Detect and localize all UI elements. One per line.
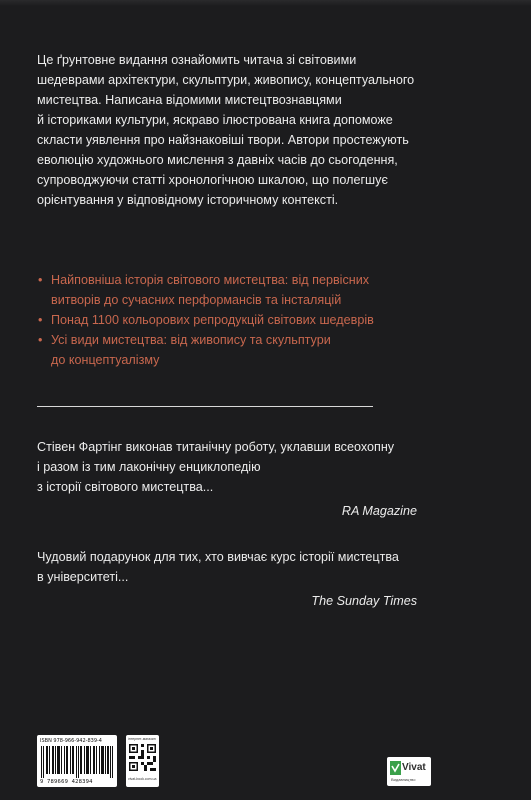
- intro-line: Це ґрунтовне видання ознайомить читача зі світовими: [37, 53, 357, 67]
- isbn-barcode: [37, 735, 117, 787]
- bullet-line: витворів до сучасних перформансів та інсталяцій: [51, 293, 342, 307]
- vivat-check-icon: [390, 761, 401, 775]
- publisher-name: Vivat: [402, 762, 426, 773]
- bullet-marker: •: [38, 313, 43, 327]
- intro-line: скласти уявлення про найзнаковіші твори. Автори простежують: [37, 133, 409, 147]
- feature-bullet: [37, 270, 437, 310]
- quote-line: Стівен Фартінг виконав титанічну роботу, уклавши всеохопну: [37, 440, 395, 454]
- qr-code-block: [126, 735, 159, 787]
- bullet-line: Найповніша історія світового мистецтва: від первісних: [51, 273, 370, 287]
- intro-line: мистецтва. Написана відомими мистецтвознавцями: [37, 93, 342, 107]
- quote-line: в університеті...: [37, 570, 129, 584]
- publisher-logo: [387, 757, 431, 786]
- cover-edge: [0, 0, 531, 6]
- qr-code: [129, 744, 156, 771]
- quote-line: і разом із тим лаконічну енциклопедію: [37, 460, 261, 474]
- intro-line: й істориками культури, яскраво ілюстрована книга допоможе: [37, 113, 393, 127]
- qr-url: vivat-book.com.ua: [128, 777, 157, 781]
- feature-bullet-list: [37, 270, 437, 370]
- intro-line: супроводжуючи статті хронологічною шкалою, що полегшує: [37, 173, 388, 187]
- barcode-digits: 9 789669 428394: [40, 779, 93, 785]
- review-quote: [37, 437, 417, 521]
- quote-source: The Sunday Times: [311, 594, 417, 608]
- quote-line: Чудовий подарунок для тих, хто вивчає курс історії мистецтва: [37, 550, 399, 564]
- publisher-tagline: Видавництво: [391, 777, 416, 782]
- isbn-label: ISBN 978-966-942-839-4: [40, 738, 102, 744]
- intro-paragraph: [37, 50, 437, 210]
- bullet-line: до концептуалізму: [51, 353, 160, 367]
- bullet-marker: •: [38, 333, 43, 347]
- section-divider: [37, 406, 373, 407]
- barcode-bars: [41, 746, 113, 778]
- feature-bullet: [37, 310, 437, 330]
- intro-line: шедеврами архітектури, скульптури, живопису, концептуального: [37, 73, 415, 87]
- bullet-line: Усі види мистецтва: від живопису та скульптури: [51, 333, 331, 347]
- bullet-marker: •: [38, 273, 43, 287]
- review-quote: [37, 547, 417, 611]
- feature-bullet: [37, 330, 437, 370]
- intro-line: орієнтування у відповідному історичному контексті.: [37, 193, 339, 207]
- quote-line: з історії світового мистецтва...: [37, 480, 214, 494]
- qr-caption: інтернет-магазин: [128, 737, 156, 741]
- quote-source: RA Magazine: [341, 504, 417, 518]
- intro-line: еволюцію художнього мислення з давніх часів до сьогодення,: [37, 153, 398, 167]
- bullet-line: Понад 1100 кольорових репродукцій світових шедеврів: [51, 313, 374, 327]
